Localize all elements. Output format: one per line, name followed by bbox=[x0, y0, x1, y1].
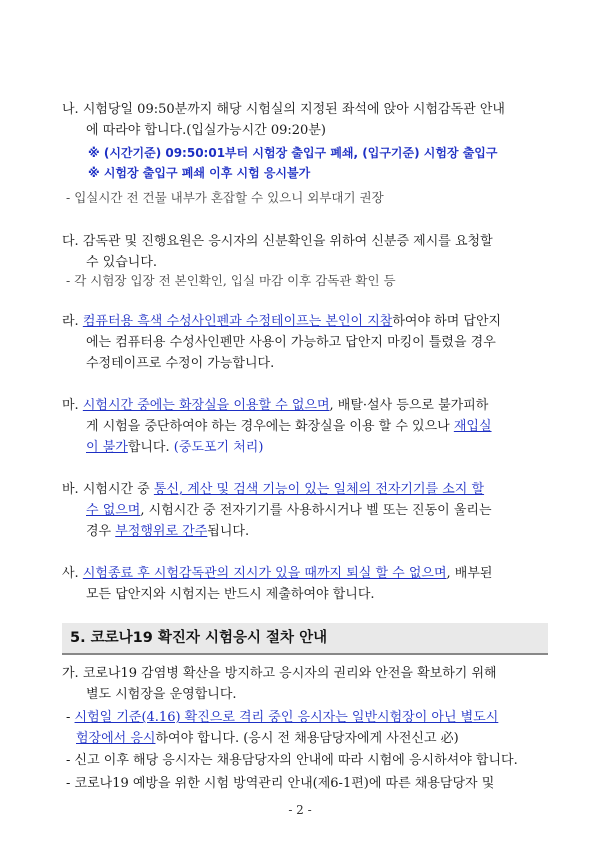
item-sa-line1 bbox=[62, 565, 492, 583]
item-ba-line3-highlight: 부정행위로 간주 bbox=[115, 524, 208, 539]
item-ra-line2: 에는 컴퓨터용 수성사인펜만 사용이 가능하고 답안지 마킹이 틀렸을 경우 bbox=[86, 335, 496, 350]
item-da-sub: - 각 시험장 입장 전 본인확인, 입실 마감 이후 감독관 확인 등 bbox=[66, 273, 396, 288]
item-na-note2: ※ 시험장 출입구 폐쇄 이후 시험 응시불가 bbox=[88, 166, 311, 180]
item-ma-line3-paren: (중도포기 처리) bbox=[173, 440, 264, 455]
item-na-sub: - 입실시간 전 건물 내부가 혼잡할 수 있으니 외부대기 권장 bbox=[66, 190, 384, 205]
item-ma-line2-text: 게 시험을 중단하여야 하는 경우에는 화장실을 이용 할 수 있으나 bbox=[86, 419, 454, 434]
item-sa-highlight: 시험종료 후 시험감독관의 지시가 있을 때까지 퇴실 할 수 없으며 bbox=[82, 566, 447, 581]
item-ma-line2 bbox=[86, 418, 492, 436]
item-ra-prefix: 라. bbox=[62, 314, 83, 329]
item-ba-line2-highlight: 수 없으며 bbox=[86, 503, 141, 518]
item-ga-bullet1-line2 bbox=[76, 730, 459, 748]
item-ga-bullet1-line1 bbox=[66, 709, 498, 727]
item-ba-highlight: 통신, 계산 및 검색 기능이 있는 일체의 전자기기를 소지 할 bbox=[153, 482, 485, 497]
item-ga-bullet1-highlight: 시험일 기준(4.16) 확진으로 격리 중인 응시자는 일반시험장이 아닌 별도시 bbox=[74, 710, 499, 725]
item-sa-line2: 모든 답안지와 시험지는 반드시 제출하여야 합니다. bbox=[86, 587, 375, 602]
item-ma-line1 bbox=[62, 397, 488, 415]
item-ga-bullet1-prefix: - bbox=[66, 710, 75, 725]
item-sa-prefix: 사. bbox=[62, 566, 83, 581]
item-ga-bullet2: - 신고 이후 해당 응시자는 채용담당자의 안내에 따라 시험에 응시하셔야 합니다. bbox=[66, 753, 518, 768]
item-ma-prefix: 마. bbox=[62, 398, 83, 413]
item-ga-line1: 가. 코로나19 감염병 확산을 방지하고 응시자의 권리와 안전을 확보하기 위해 bbox=[62, 666, 497, 681]
item-ra-highlight: 컴퓨터용 흑색 수성사인펜과 수정테이프는 본인이 지참 bbox=[82, 314, 393, 329]
item-ba-line2-text: , 시험시간 중 전자기기를 사용하시거나 벨 또는 진동이 울리는 bbox=[140, 503, 492, 518]
item-ga-bullet3: - 코로나19 예방을 위한 시험 방역관리 안내(제6-1편)에 따른 채용담당자 및 bbox=[66, 776, 495, 791]
item-ma-line3 bbox=[86, 439, 263, 457]
item-ga-bullet1-rest: 하여야 합니다. (응시 전 채용담당자에게 사전신고 必) bbox=[155, 731, 459, 746]
item-ba-line3-prefix: 경우 bbox=[86, 524, 116, 539]
item-da-line2: 수 있습니다. bbox=[86, 255, 158, 270]
item-ra-line1 bbox=[62, 313, 501, 331]
item-na-note1: ※ (시간기준) 09:50:01부터 시험장 출입구 폐쇄, (입구기준) 시험장 출입구 bbox=[88, 146, 498, 160]
item-ba-line2 bbox=[86, 502, 492, 520]
item-ma-line3-highlight: 이 불가 bbox=[86, 440, 128, 455]
item-na-line2: 에 따라야 합니다.(입실가능시간 09:20분) bbox=[86, 123, 326, 138]
item-ma-line3-text: 합니다. bbox=[127, 440, 174, 455]
item-ra-line3: 수정테이프로 수정이 가능합니다. bbox=[86, 356, 275, 371]
item-na-line1: 나. 시험당일 09:50분까지 해당 시험실의 지정된 좌석에 앉아 시험감독관 안내 bbox=[62, 102, 505, 117]
item-ra-rest: 하여야 하며 답안지 bbox=[392, 314, 502, 329]
item-ba-line1 bbox=[62, 481, 484, 499]
item-ga-bullet1-highlight2: 험장에서 응시 bbox=[76, 731, 156, 746]
item-ma-highlight: 시험시간 중에는 화장실을 이용할 수 없으며 bbox=[82, 398, 330, 413]
item-ba-line3-rest: 됩니다. bbox=[207, 524, 250, 539]
item-ba-prefix: 바. 시험시간 중 bbox=[62, 482, 154, 497]
item-da-line1: 다. 감독관 및 진행요원은 응시자의 신분확인을 위하여 신분증 제시를 요청할 bbox=[62, 234, 493, 249]
page-number: - 2 - bbox=[288, 803, 312, 817]
item-sa-rest: , 배부된 bbox=[446, 566, 493, 581]
item-ma-rest: , 배탈·설사 등으로 불가피하 bbox=[329, 398, 489, 413]
item-ma-line2-highlight: 재입실 bbox=[453, 419, 492, 434]
item-ba-line3 bbox=[86, 523, 249, 541]
section-5-title: 5. 코로나19 확진자 시험응시 절차 안내 bbox=[70, 630, 328, 646]
item-ga-line2: 별도 시험장을 운영합니다. bbox=[86, 687, 237, 702]
